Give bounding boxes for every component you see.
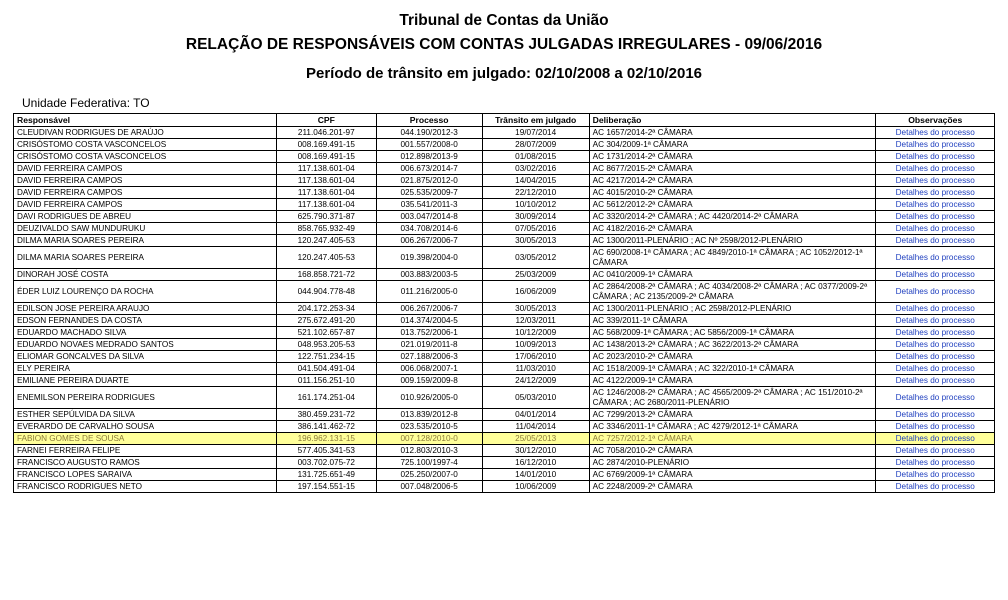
cell-responsavel: FRANCISCO AUGUSTO RAMOS xyxy=(14,457,277,469)
detalhes-processo-link[interactable]: Detalhes do processo xyxy=(895,286,975,296)
cell-cpf: 197.154.551-15 xyxy=(276,481,376,493)
cell-cpf: 041.504.491-04 xyxy=(276,363,376,375)
cell-cpf: 011.156.251-10 xyxy=(276,375,376,387)
detalhes-processo-link[interactable]: Detalhes do processo xyxy=(895,445,975,455)
cell-responsavel: CRISÓSTOMO COSTA VASCONCELOS xyxy=(14,139,277,151)
cell-cpf: 120.247.405-53 xyxy=(276,247,376,269)
cell-cpf: 117.138.601-04 xyxy=(276,187,376,199)
detalhes-processo-link[interactable]: Detalhes do processo xyxy=(895,151,975,161)
cell-processo: 012.803/2010-3 xyxy=(376,445,482,457)
table-row xyxy=(14,303,995,315)
detalhes-processo-link[interactable]: Detalhes do processo xyxy=(895,199,975,209)
table-row xyxy=(14,421,995,433)
cell-transito: 01/08/2015 xyxy=(482,151,589,163)
cell-cpf: 117.138.601-04 xyxy=(276,199,376,211)
cell-responsavel: EDUARDO NOVAES MEDRADO SANTOS xyxy=(14,339,277,351)
cell-observacoes xyxy=(876,375,995,387)
detalhes-processo-link[interactable]: Detalhes do processo xyxy=(895,252,975,262)
detalhes-processo-link[interactable]: Detalhes do processo xyxy=(895,433,975,443)
cell-transito: 16/12/2010 xyxy=(482,457,589,469)
cell-responsavel: CRISÓSTOMO COSTA VASCONCELOS xyxy=(14,151,277,163)
cell-observacoes xyxy=(876,175,995,187)
cell-deliberacao: AC 3346/2011-1ª CÂMARA ; AC 4279/2012-1ª CÂMARA xyxy=(589,421,876,433)
cell-cpf: 858.765.932-49 xyxy=(276,223,376,235)
cell-processo: 009.159/2009-8 xyxy=(376,375,482,387)
cell-deliberacao: AC 7058/2010-2ª CÂMARA xyxy=(589,445,876,457)
responsaveis-table xyxy=(13,113,995,493)
detalhes-processo-link[interactable]: Detalhes do processo xyxy=(895,409,975,419)
cell-deliberacao: AC 4182/2016-2ª CÂMARA xyxy=(589,223,876,235)
cell-observacoes xyxy=(876,281,995,303)
cell-transito: 10/06/2009 xyxy=(482,481,589,493)
cell-cpf: 003.702.075-72 xyxy=(276,457,376,469)
column-header-deliberacao: Deliberação xyxy=(589,114,876,127)
cell-processo: 006.267/2006-7 xyxy=(376,303,482,315)
table-row xyxy=(14,139,995,151)
detalhes-processo-link[interactable]: Detalhes do processo xyxy=(895,211,975,221)
cell-deliberacao: AC 4015/2010-2ª CÂMARA xyxy=(589,187,876,199)
table-row xyxy=(14,315,995,327)
cell-cpf: 044.904.778-48 xyxy=(276,281,376,303)
table-row xyxy=(14,351,995,363)
cell-deliberacao: AC 1300/2011-PLENÁRIO ; AC Nº 2598/2012-PLENÁRIO xyxy=(589,235,876,247)
cell-cpf: 521.102.657-87 xyxy=(276,327,376,339)
cell-processo: 001.557/2008-0 xyxy=(376,139,482,151)
cell-cpf: 122.751.234-15 xyxy=(276,351,376,363)
cell-responsavel: DILMA MARIA SOARES PEREIRA xyxy=(14,235,277,247)
detalhes-processo-link[interactable]: Detalhes do processo xyxy=(895,303,975,313)
cell-deliberacao: AC 568/2009-1ª CÂMARA ; AC 5856/2009-1ª CÂMARA xyxy=(589,327,876,339)
table-row xyxy=(14,163,995,175)
cell-transito: 14/01/2010 xyxy=(482,469,589,481)
cell-cpf: 120.247.405-53 xyxy=(276,235,376,247)
cell-deliberacao: AC 3320/2014-2ª CÂMARA ; AC 4420/2014-2ª CÂMARA xyxy=(589,211,876,223)
cell-deliberacao: AC 1438/2013-2ª CÂMARA ; AC 3622/2013-2ª CÂMARA xyxy=(589,339,876,351)
cell-cpf: 204.172.253-34 xyxy=(276,303,376,315)
detalhes-processo-link[interactable]: Detalhes do processo xyxy=(895,315,975,325)
cell-transito: 24/12/2009 xyxy=(482,375,589,387)
cell-responsavel: ENEMILSON PEREIRA RODRIGUES xyxy=(14,387,277,409)
table-row xyxy=(14,235,995,247)
cell-processo: 014.374/2004-5 xyxy=(376,315,482,327)
cell-processo: 019.398/2004-0 xyxy=(376,247,482,269)
cell-deliberacao: AC 304/2009-1ª CÂMARA xyxy=(589,139,876,151)
cell-processo: 010.926/2005-0 xyxy=(376,387,482,409)
cell-transito: 30/12/2010 xyxy=(482,445,589,457)
column-header-transito: Trânsito em julgado xyxy=(482,114,589,127)
detalhes-processo-link[interactable]: Detalhes do processo xyxy=(895,481,975,491)
table-row xyxy=(14,151,995,163)
table-header-row xyxy=(14,114,995,127)
cell-transito: 04/01/2014 xyxy=(482,409,589,421)
cell-observacoes xyxy=(876,387,995,409)
detalhes-processo-link[interactable]: Detalhes do processo xyxy=(895,175,975,185)
cell-responsavel: DAVID FERREIRA CAMPOS xyxy=(14,163,277,175)
cell-processo: 003.883/2003-5 xyxy=(376,269,482,281)
table-row xyxy=(14,457,995,469)
cell-deliberacao: AC 4217/2014-2ª CÂMARA xyxy=(589,175,876,187)
cell-observacoes xyxy=(876,339,995,351)
cell-observacoes xyxy=(876,363,995,375)
cell-cpf: 048.953.205-53 xyxy=(276,339,376,351)
table-row xyxy=(14,469,995,481)
table-row xyxy=(14,387,995,409)
cell-responsavel: ELIOMAR GONCALVES DA SILVA xyxy=(14,351,277,363)
cell-observacoes xyxy=(876,351,995,363)
table-row xyxy=(14,127,995,139)
cell-responsavel: DAVID FERREIRA CAMPOS xyxy=(14,187,277,199)
cell-observacoes xyxy=(876,433,995,445)
cell-cpf: 211.046.201-97 xyxy=(276,127,376,139)
cell-transito: 30/05/2013 xyxy=(482,303,589,315)
cell-transito: 12/03/2011 xyxy=(482,315,589,327)
detalhes-processo-link[interactable]: Detalhes do processo xyxy=(895,127,975,137)
cell-cpf: 161.174.251-04 xyxy=(276,387,376,409)
table-row xyxy=(14,199,995,211)
cell-deliberacao: AC 2864/2008-2ª CÂMARA ; AC 4034/2008-2ª CÂMARA ; AC 0377/2009-2ª CÂMARA ; AC 2135/2009-2ª CÂMARA xyxy=(589,281,876,303)
cell-processo: 006.673/2014-7 xyxy=(376,163,482,175)
detalhes-processo-link[interactable]: Detalhes do processo xyxy=(895,421,975,431)
column-header-processo: Processo xyxy=(376,114,482,127)
cell-responsavel: DAVID FERREIRA CAMPOS xyxy=(14,199,277,211)
cell-cpf: 196.962.131-15 xyxy=(276,433,376,445)
detalhes-processo-link[interactable]: Detalhes do processo xyxy=(895,163,975,173)
cell-deliberacao: AC 8677/2015-2ª CÂMARA xyxy=(589,163,876,175)
cell-transito: 07/05/2016 xyxy=(482,223,589,235)
cell-deliberacao: AC 5612/2012-2ª CÂMARA xyxy=(589,199,876,211)
table-row xyxy=(14,409,995,421)
cell-cpf: 008.169.491-15 xyxy=(276,151,376,163)
cell-observacoes xyxy=(876,457,995,469)
report-title: RELAÇÃO DE RESPONSÁVEIS COM CONTAS JULGADAS IRREGULARES - 09/06/2016 xyxy=(185,36,823,53)
cell-processo: 044.190/2012-3 xyxy=(376,127,482,139)
cell-deliberacao: AC 1246/2008-2ª CÂMARA ; AC 4565/2009-2ª CÂMARA ; AC 151/2010-2ª CÂMARA ; AC 2680/2011-PLENÁRIO xyxy=(589,387,876,409)
column-header-cpf: CPF xyxy=(276,114,376,127)
cell-cpf: 625.790.371-87 xyxy=(276,211,376,223)
cell-transito: 30/05/2013 xyxy=(482,235,589,247)
detalhes-processo-link[interactable]: Detalhes do processo xyxy=(895,139,975,149)
cell-responsavel: ÉDER LUIZ LOURENÇO DA ROCHA xyxy=(14,281,277,303)
organization-title: Tribunal de Contas da União xyxy=(399,12,609,29)
cell-observacoes xyxy=(876,139,995,151)
cell-observacoes xyxy=(876,445,995,457)
cell-deliberacao: AC 339/2011-1ª CÂMARA xyxy=(589,315,876,327)
table-row xyxy=(14,375,995,387)
table-body xyxy=(14,127,995,493)
cell-transito: 25/05/2013 xyxy=(482,433,589,445)
cell-processo: 021.019/2011-8 xyxy=(376,339,482,351)
cell-deliberacao: AC 2023/2010-2ª CÂMARA xyxy=(589,351,876,363)
cell-observacoes xyxy=(876,127,995,139)
detalhes-processo-link[interactable]: Detalhes do processo xyxy=(895,469,975,479)
detalhes-processo-link[interactable]: Detalhes do processo xyxy=(895,351,975,361)
cell-processo: 012.898/2013-9 xyxy=(376,151,482,163)
cell-processo: 007.048/2006-5 xyxy=(376,481,482,493)
table-row xyxy=(14,223,995,235)
detalhes-processo-link[interactable]: Detalhes do processo xyxy=(895,375,975,385)
cell-observacoes xyxy=(876,187,995,199)
cell-deliberacao: AC 1731/2014-2ª CÂMARA xyxy=(589,151,876,163)
cell-responsavel: FRANCISCO RODRIGUES NETO xyxy=(14,481,277,493)
cell-responsavel: FABION GOMES DE SOUSA xyxy=(14,433,277,445)
table-row xyxy=(14,339,995,351)
cell-responsavel: EDUARDO MACHADO SILVA xyxy=(14,327,277,339)
cell-observacoes xyxy=(876,211,995,223)
cell-processo: 027.188/2006-3 xyxy=(376,351,482,363)
cell-transito: 05/03/2010 xyxy=(482,387,589,409)
cell-transito: 11/04/2014 xyxy=(482,421,589,433)
cell-processo: 003.047/2014-8 xyxy=(376,211,482,223)
table-row xyxy=(14,433,995,445)
unidade-federativa-label: Unidade Federativa: TO xyxy=(22,96,150,110)
cell-transito: 14/04/2015 xyxy=(482,175,589,187)
cell-transito: 10/12/2009 xyxy=(482,327,589,339)
cell-deliberacao: AC 2248/2009-2ª CÂMARA xyxy=(589,481,876,493)
cell-processo: 035.541/2011-3 xyxy=(376,199,482,211)
detalhes-processo-link[interactable]: Detalhes do processo xyxy=(895,339,975,349)
cell-observacoes xyxy=(876,223,995,235)
cell-cpf: 008.169.491-15 xyxy=(276,139,376,151)
cell-observacoes xyxy=(876,199,995,211)
cell-deliberacao: AC 1657/2014-2ª CÂMARA xyxy=(589,127,876,139)
cell-transito: 03/05/2012 xyxy=(482,247,589,269)
cell-observacoes xyxy=(876,247,995,269)
cell-responsavel: EMILIANE PEREIRA DUARTE xyxy=(14,375,277,387)
detalhes-processo-link[interactable]: Detalhes do processo xyxy=(895,223,975,233)
cell-responsavel: DILMA MARIA SOARES PEREIRA xyxy=(14,247,277,269)
cell-processo: 021.875/2012-0 xyxy=(376,175,482,187)
cell-transito: 19/07/2014 xyxy=(482,127,589,139)
cell-transito: 28/07/2009 xyxy=(482,139,589,151)
cell-observacoes xyxy=(876,327,995,339)
cell-cpf: 117.138.601-04 xyxy=(276,175,376,187)
cell-processo: 011.216/2005-0 xyxy=(376,281,482,303)
cell-cpf: 275.672.491-20 xyxy=(276,315,376,327)
cell-transito: 16/06/2009 xyxy=(482,281,589,303)
cell-responsavel: FRANCISCO LOPES SARAIVA xyxy=(14,469,277,481)
cell-processo: 006.068/2007-1 xyxy=(376,363,482,375)
cell-cpf: 131.725.651-49 xyxy=(276,469,376,481)
cell-observacoes xyxy=(876,421,995,433)
cell-transito: 25/03/2009 xyxy=(482,269,589,281)
cell-transito: 17/06/2010 xyxy=(482,351,589,363)
cell-observacoes xyxy=(876,315,995,327)
cell-observacoes xyxy=(876,469,995,481)
cell-transito: 10/09/2013 xyxy=(482,339,589,351)
table-row xyxy=(14,269,995,281)
detalhes-processo-link[interactable]: Detalhes do processo xyxy=(895,392,975,402)
table-row xyxy=(14,445,995,457)
detalhes-processo-link[interactable]: Detalhes do processo xyxy=(895,187,975,197)
cell-observacoes xyxy=(876,409,995,421)
cell-processo: 034.708/2014-6 xyxy=(376,223,482,235)
cell-cpf: 117.138.601-04 xyxy=(276,163,376,175)
cell-deliberacao: AC 690/2008-1ª CÂMARA ; AC 4849/2010-1ª CÂMARA ; AC 1052/2012-1ª CÂMARA xyxy=(589,247,876,269)
cell-deliberacao: AC 7257/2012-1ª CÂMARA xyxy=(589,433,876,445)
cell-deliberacao: AC 2874/2010-PLENÁRIO xyxy=(589,457,876,469)
cell-cpf: 577.405.341-53 xyxy=(276,445,376,457)
column-header-observacoes: Observações xyxy=(876,114,995,127)
table-row xyxy=(14,281,995,303)
cell-processo: 725.100/1997-4 xyxy=(376,457,482,469)
cell-processo: 007.128/2010-0 xyxy=(376,433,482,445)
cell-observacoes xyxy=(876,151,995,163)
cell-observacoes xyxy=(876,303,995,315)
cell-responsavel: DAVID FERREIRA CAMPOS xyxy=(14,175,277,187)
cell-processo: 013.752/2006-1 xyxy=(376,327,482,339)
cell-responsavel: DEUZIVALDO SAW MUNDURUKU xyxy=(14,223,277,235)
cell-deliberacao: AC 0410/2009-1ª CÂMARA xyxy=(589,269,876,281)
cell-responsavel: ESTHER SEPÚLVIDA DA SILVA xyxy=(14,409,277,421)
cell-responsavel: FARNEI FERREIRA FELIPE xyxy=(14,445,277,457)
detalhes-processo-link[interactable]: Detalhes do processo xyxy=(895,235,975,245)
detalhes-processo-link[interactable]: Detalhes do processo xyxy=(895,363,975,373)
cell-cpf: 380.459.231-72 xyxy=(276,409,376,421)
cell-cpf: 168.858.721-72 xyxy=(276,269,376,281)
table-row xyxy=(14,175,995,187)
cell-transito: 30/09/2014 xyxy=(482,211,589,223)
cell-processo: 023.535/2010-5 xyxy=(376,421,482,433)
cell-responsavel: ELY PEREIRA xyxy=(14,363,277,375)
table-row xyxy=(14,211,995,223)
period-subtitle: Período de trânsito em julgado: 02/10/2008 a 02/10/2016 xyxy=(305,65,702,82)
table-row xyxy=(14,481,995,493)
cell-transito: 11/03/2010 xyxy=(482,363,589,375)
cell-deliberacao: AC 4122/2009-1ª CÂMARA xyxy=(589,375,876,387)
cell-responsavel: EDSON FERNANDES DA COSTA xyxy=(14,315,277,327)
cell-observacoes xyxy=(876,235,995,247)
column-header-responsavel: Responsável xyxy=(14,114,277,127)
cell-processo: 006.267/2006-7 xyxy=(376,235,482,247)
cell-responsavel: CLEUDIVAN RODRIGUES DE ARAÚJO xyxy=(14,127,277,139)
cell-processo: 025.535/2009-7 xyxy=(376,187,482,199)
table-row xyxy=(14,363,995,375)
detalhes-processo-link[interactable]: Detalhes do processo xyxy=(895,269,975,279)
cell-observacoes xyxy=(876,269,995,281)
cell-deliberacao: AC 1300/2011-PLENÁRIO ; AC 2598/2012-PLENÁRIO xyxy=(589,303,876,315)
cell-observacoes xyxy=(876,481,995,493)
cell-transito: 03/02/2016 xyxy=(482,163,589,175)
cell-responsavel: DAVI RODRIGUES DE ABREU xyxy=(14,211,277,223)
cell-responsavel: EDILSON JOSE PEREIRA ARAUJO xyxy=(14,303,277,315)
cell-responsavel: EVERARDO DE CARVALHO SOUSA xyxy=(14,421,277,433)
cell-processo: 013.839/2012-8 xyxy=(376,409,482,421)
detalhes-processo-link[interactable]: Detalhes do processo xyxy=(895,457,975,467)
cell-deliberacao: AC 1518/2009-1ª CÂMARA ; AC 322/2010-1ª CÂMARA xyxy=(589,363,876,375)
detalhes-processo-link[interactable]: Detalhes do processo xyxy=(895,327,975,337)
cell-processo: 025.250/2007-0 xyxy=(376,469,482,481)
table-row xyxy=(14,187,995,199)
cell-responsavel: DINORAH JOSÉ COSTA xyxy=(14,269,277,281)
cell-cpf: 386.141.462-72 xyxy=(276,421,376,433)
table-row xyxy=(14,327,995,339)
cell-transito: 10/10/2012 xyxy=(482,199,589,211)
cell-observacoes xyxy=(876,163,995,175)
cell-deliberacao: AC 7299/2013-2ª CÂMARA xyxy=(589,409,876,421)
cell-deliberacao: AC 6769/2009-1ª CÂMARA xyxy=(589,469,876,481)
cell-transito: 22/12/2010 xyxy=(482,187,589,199)
table-row xyxy=(14,247,995,269)
